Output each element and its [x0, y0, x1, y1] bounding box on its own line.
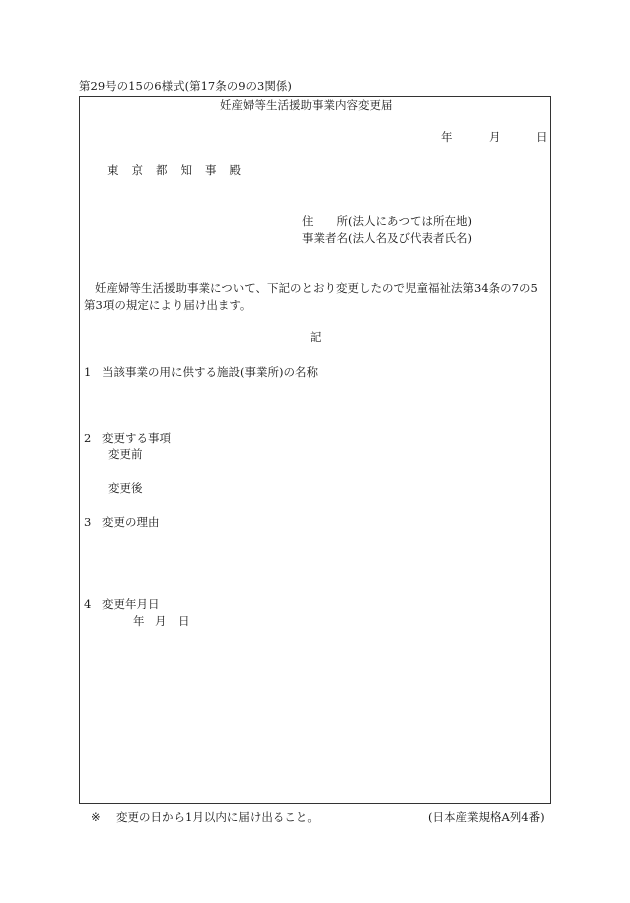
business-name-label: 事業者名(法人名及び代表者氏名) [302, 231, 472, 245]
item-label: 変更の理由 [102, 515, 160, 529]
footer-note: 変更の日から1月以内に届け出ること。 [116, 810, 319, 824]
item-number: 3 [84, 515, 92, 529]
change-date-month: 月 [155, 614, 167, 628]
item-label: 当該事業の用に供する施設(事業所)の名称 [102, 365, 318, 379]
date-year: 年 [441, 130, 453, 144]
note-mark: ※ [91, 810, 101, 824]
date-month: 月 [489, 130, 501, 144]
body-text-line2: 第3項の規定により届け出ます。 [84, 298, 252, 312]
item-number: 1 [84, 365, 92, 379]
change-after-label: 変更後 [108, 481, 143, 495]
item-label: 変更する事項 [102, 431, 171, 445]
change-date-day: 日 [178, 614, 190, 628]
addressee: 東京都知事殿 [107, 163, 254, 177]
item-label: 変更年月日 [102, 597, 160, 611]
form-number: 第29号の15の6様式(第17条の9の3関係) [79, 79, 292, 93]
date-day: 日 [536, 130, 548, 144]
ki-heading: 記 [310, 330, 322, 344]
change-before-label: 変更前 [108, 447, 143, 461]
form-title: 妊産婦等生活援助事業内容変更届 [220, 98, 393, 112]
paper-spec: (日本産業規格A列4番) [428, 810, 545, 824]
item-number: 4 [84, 597, 92, 611]
item-number: 2 [84, 431, 92, 445]
change-date-year: 年 [133, 614, 145, 628]
address-label: 住 所(法人にあつては所在地) [302, 214, 472, 228]
body-text-line1: 妊産婦等生活援助事業について、下記のとおり変更したので児童福祉法第34条の7の5 [95, 281, 538, 295]
form-frame [79, 96, 551, 804]
